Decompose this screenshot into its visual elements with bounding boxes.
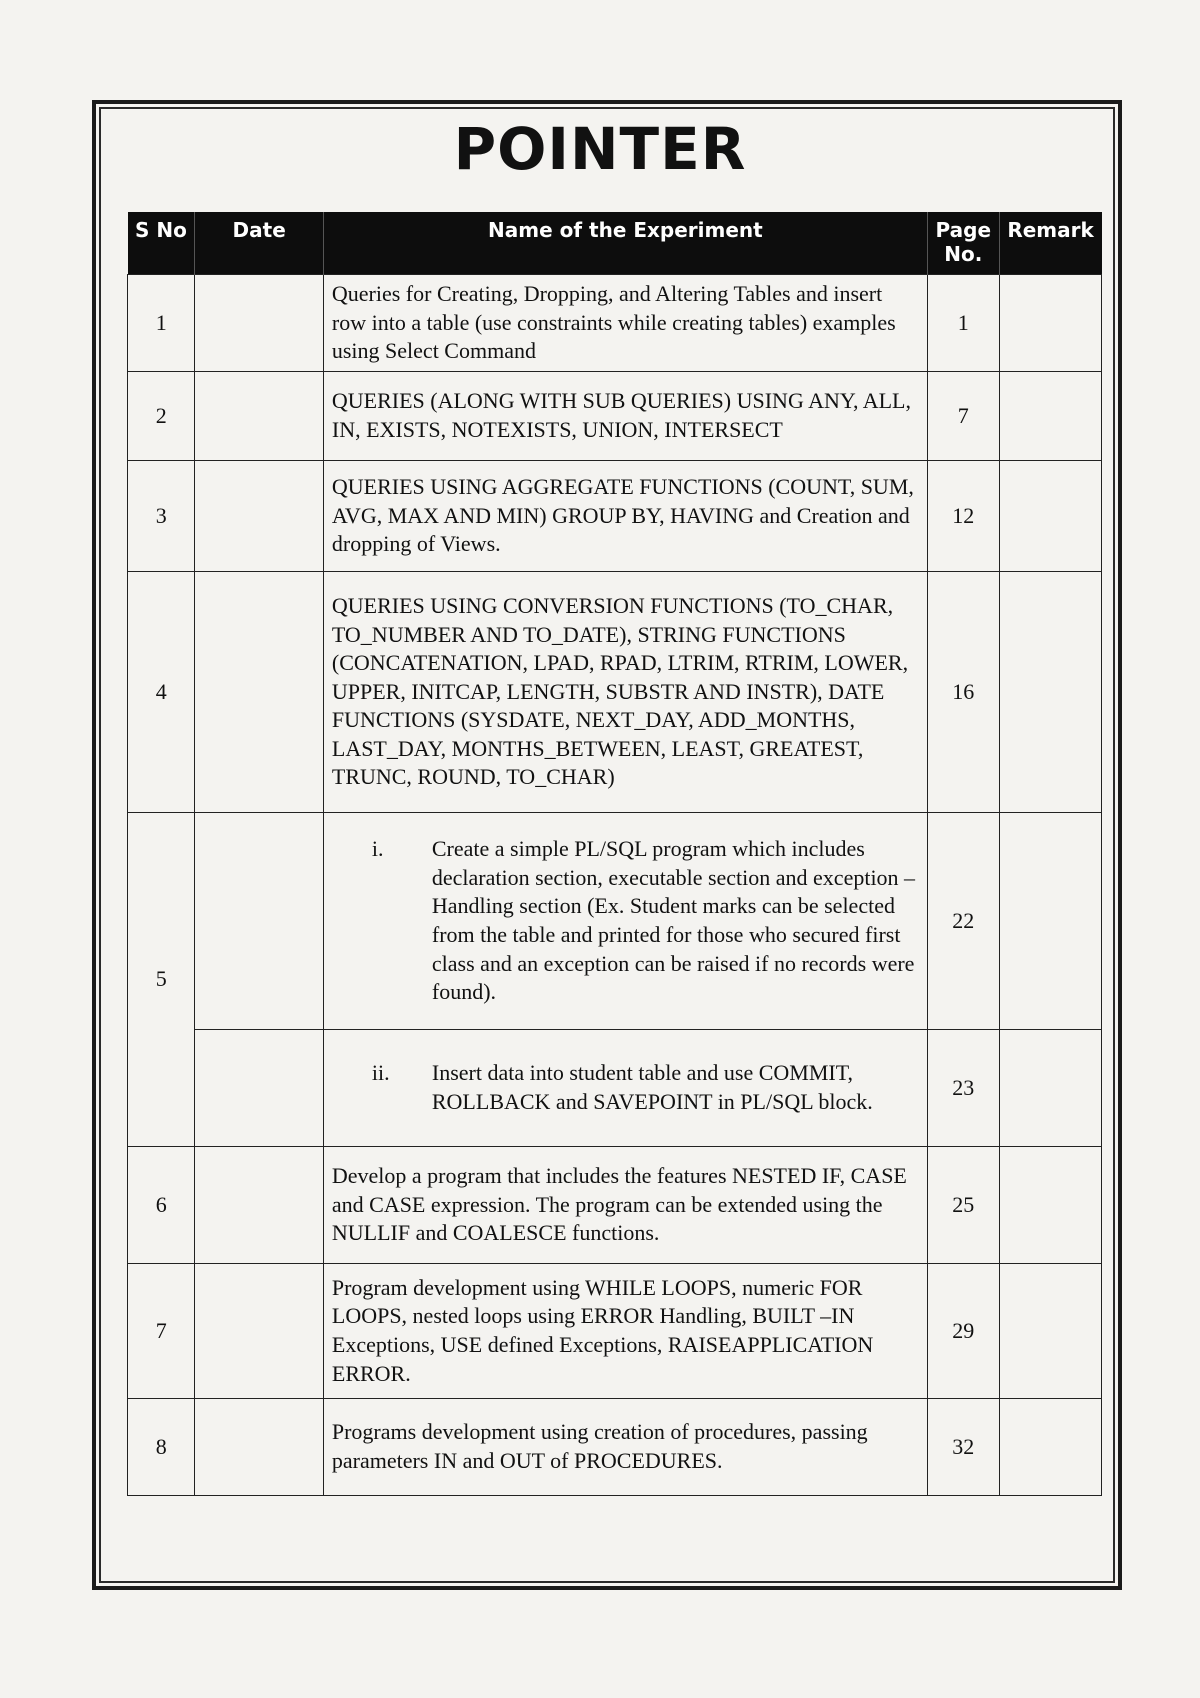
table-row: [128, 1147, 1102, 1264]
experiment-name-cell: Develop a program that includes the features NESTED IF, CASE and CASE expression. The program can be extended using the NULLIF and COALESCE functions.: [323, 1147, 927, 1264]
page-cell: 22: [927, 813, 999, 1030]
experiment-name-cell: Program development using WHILE LOOPS, numeric FOR LOOPS, nested loops using ERROR Handling, BUILT –IN Exceptions, USE defined Exceptions, RAISEAPPLICATION ERROR.: [323, 1264, 927, 1399]
date-cell: [195, 1030, 323, 1147]
remark-cell: [999, 461, 1101, 572]
sno-cell: 6: [128, 1147, 195, 1264]
header-name: Name of the Experiment: [323, 212, 927, 275]
sno-cell: 3: [128, 461, 195, 572]
page-cell: 25: [927, 1147, 999, 1264]
table-row: [128, 372, 1102, 461]
sno-cell: 1: [128, 275, 195, 372]
remark-cell: [999, 1030, 1101, 1147]
remark-cell: [999, 275, 1101, 372]
date-cell: [195, 1399, 323, 1496]
header-date: Date: [195, 212, 323, 275]
page-cell: 23: [927, 1030, 999, 1147]
table-row: [128, 813, 1102, 1030]
remark-cell: [999, 1147, 1101, 1264]
sub-item-number: i.: [371, 836, 384, 862]
sno-cell: 7: [128, 1264, 195, 1399]
remark-cell: [999, 813, 1101, 1030]
date-cell: [195, 461, 323, 572]
sno-cell: 8: [128, 1399, 195, 1496]
experiment-name-cell: QUERIES USING AGGREGATE FUNCTIONS (COUNT, SUM, AVG, MAX AND MIN) GROUP BY, HAVING and Creation and dropping of Views.: [323, 461, 927, 572]
table-row: [128, 1264, 1102, 1399]
experiment-name-cell: Queries for Creating, Dropping, and Altering Tables and insert row into a table (use constraints while creating tables) examples using Select Command: [323, 275, 927, 372]
table-row: [128, 275, 1102, 372]
sub-item-text: Create a simple PL/SQL program which includes declaration section, executable section and exception –Handling section (Ex. Student marks can be selected from the table and printed for those who secured first class and an exception can be raised if no records were found).: [431, 836, 916, 1005]
table-row: [128, 1030, 1102, 1147]
header-remark: Remark: [999, 212, 1101, 275]
experiment-name-cell: QUERIES (ALONG WITH SUB QUERIES) USING ANY, ALL, IN, EXISTS, NOTEXISTS, UNION, INTERSECT: [323, 372, 927, 461]
sno-cell: 2: [128, 372, 195, 461]
page-cell: 32: [927, 1399, 999, 1496]
header-page: Page No.: [927, 212, 999, 275]
sub-item-text: Insert data into student table and use COMMIT, ROLLBACK and SAVEPOINT in PL/SQL block.: [431, 1060, 873, 1114]
table-row: [128, 572, 1102, 813]
page-cell: 1: [927, 275, 999, 372]
date-cell: [195, 1147, 323, 1264]
remark-cell: [999, 1264, 1101, 1399]
date-cell: [195, 275, 323, 372]
page-cell: 29: [927, 1264, 999, 1399]
table-row: [128, 1399, 1102, 1496]
experiment-table: [127, 212, 1102, 1496]
page-cell: 12: [927, 461, 999, 572]
remark-cell: [999, 572, 1101, 813]
sno-cell: 4: [128, 572, 195, 813]
experiment-name-cell: [323, 813, 927, 1030]
sub-item-number: ii.: [371, 1060, 390, 1086]
date-cell: [195, 372, 323, 461]
date-cell: [195, 813, 323, 1030]
experiment-name-cell: Programs development using creation of procedures, passing parameters IN and OUT of PROCEDURES.: [323, 1399, 927, 1496]
sno-cell: 5: [128, 813, 195, 1147]
page-cell: 7: [927, 372, 999, 461]
remark-cell: [999, 372, 1101, 461]
page-title: POINTER: [453, 115, 747, 183]
table-row: [128, 461, 1102, 572]
page-cell: 16: [927, 572, 999, 813]
table-header-row: [128, 212, 1102, 275]
date-cell: [195, 572, 323, 813]
remark-cell: [999, 1399, 1101, 1496]
experiment-name-cell: [323, 1030, 927, 1147]
date-cell: [195, 1264, 323, 1399]
header-sno: S No: [128, 212, 195, 275]
experiment-name-cell: QUERIES USING CONVERSION FUNCTIONS (TO_CHAR, TO_NUMBER AND TO_DATE), STRING FUNCTIONS (CONCATENATION, LPAD, RPAD, LTRIM, RTRIM, LOWER, UPPER, INITCAP, LENGTH, SUBSTR AND INSTR), DATE FUNCTIONS (SYSDATE, NEXT_DAY, ADD_MONTHS, LAST_DAY, MONTHS_BETWEEN, LEAST, GREATEST, TRUNC, ROUND, TO_CHAR): [323, 572, 927, 813]
